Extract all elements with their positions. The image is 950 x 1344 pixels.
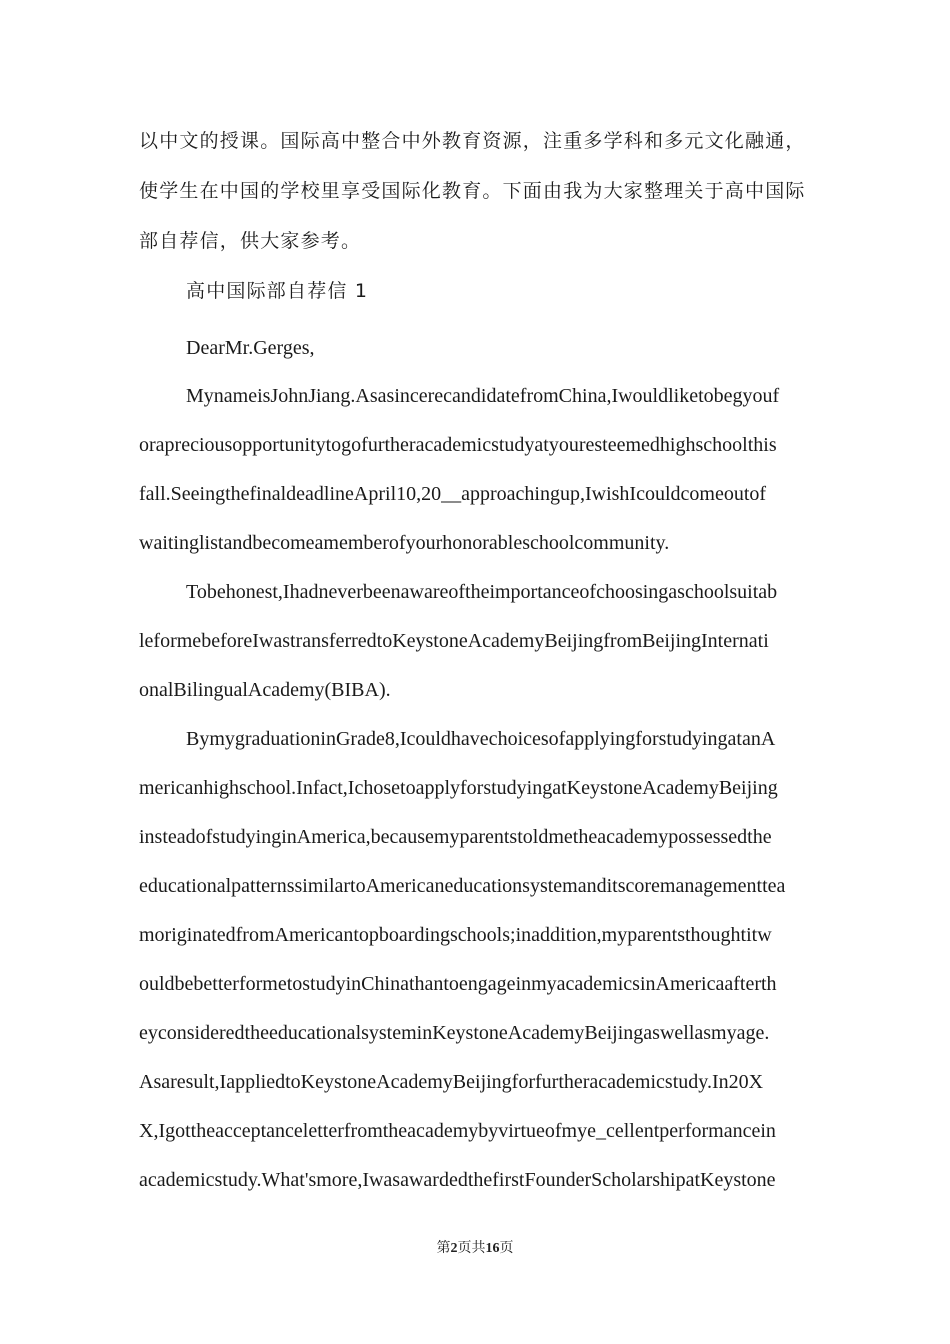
- paragraph-line: fall.SeeingthefinaldeadlineApril10,20__approachingup,IwishIcouldcomeoutof: [139, 483, 767, 505]
- footer-suffix: 页: [499, 1241, 514, 1256]
- footer-prefix: 第: [436, 1241, 451, 1256]
- salutation-line: DearMr.Gerges,: [186, 337, 315, 359]
- current-page-number: 2: [450, 1241, 458, 1256]
- section-heading: 高中国际部自荐信 1: [186, 280, 369, 302]
- paragraph-line: leformebeforeIwastransferredtoKeystoneAcademyBeijingfromBeijingInternati: [139, 630, 769, 652]
- paragraph-line: ouldbebetterformetostudyinChinathantoengageinmyacademicsinAmericaafterth: [139, 973, 777, 995]
- paragraph-line: academicstudy.What'smore,IwasawardedthefirstFounderScholarshipatKeystone: [139, 1169, 776, 1191]
- paragraph-line: Asaresult,IappliedtoKeystoneAcademyBeijingforfurtheracademicstudy.In20X: [139, 1071, 764, 1093]
- paragraph-line: onalBilingualAcademy(BIBA).: [139, 679, 391, 701]
- paragraph-line: 使学生在中国的学校里享受国际化教育。下面由我为大家整理关于高中国际: [139, 180, 806, 202]
- paragraph-line: orapreciousopportunitytogofurtheracademicstudyatyouresteemedhighschoolthis: [139, 434, 777, 456]
- paragraph-line: waitinglistandbecomeamemberofyourhonorableschoolcommunity.: [139, 532, 670, 554]
- paragraph-line: 以中文的授课。国际高中整合中外教育资源，注重多学科和多元文化融通，: [139, 130, 806, 152]
- paragraph-line: eyconsideredtheeducationalsysteminKeystoneAcademyBeijingaswellasmyage.: [139, 1022, 770, 1044]
- paragraph-line: insteadofstudyinginAmerica,becausemyparentstoldmetheacademypossessedthe: [139, 826, 772, 848]
- paragraph-line: 部自荐信，供大家参考。: [139, 230, 362, 252]
- paragraph-line: mericanhighschool.Infact,IchosetoapplyforstudyingatKeystoneAcademyBeijing: [139, 777, 778, 799]
- paragraph-line: educationalpatternssimilartoAmericaneducationsystemanditscoremanagementtea: [139, 875, 786, 897]
- paragraph-line: BymygraduationinGrade8,IcouldhavechoicesofapplyingforstudyingatanA: [186, 728, 776, 750]
- paragraph-line: X,Igottheacceptanceletterfromtheacademybyvirtueofmye_cellentperformancein: [139, 1120, 776, 1142]
- total-pages-number: 16: [485, 1241, 500, 1256]
- footer-middle: 页共: [457, 1241, 486, 1256]
- paragraph-line: moriginatedfromAmericantopboardingschools;inaddition,myparentsthoughtitw: [139, 924, 772, 946]
- paragraph-line: MynameisJohnJiang.AsasincerecandidatefromChina,Iwouldliketobegyouf: [186, 385, 780, 407]
- paragraph-line: Tobehonest,Ihadneverbeenawareoftheimportanceofchoosingaschoolsuitab: [186, 581, 778, 603]
- page-footer: [0, 1239, 950, 1259]
